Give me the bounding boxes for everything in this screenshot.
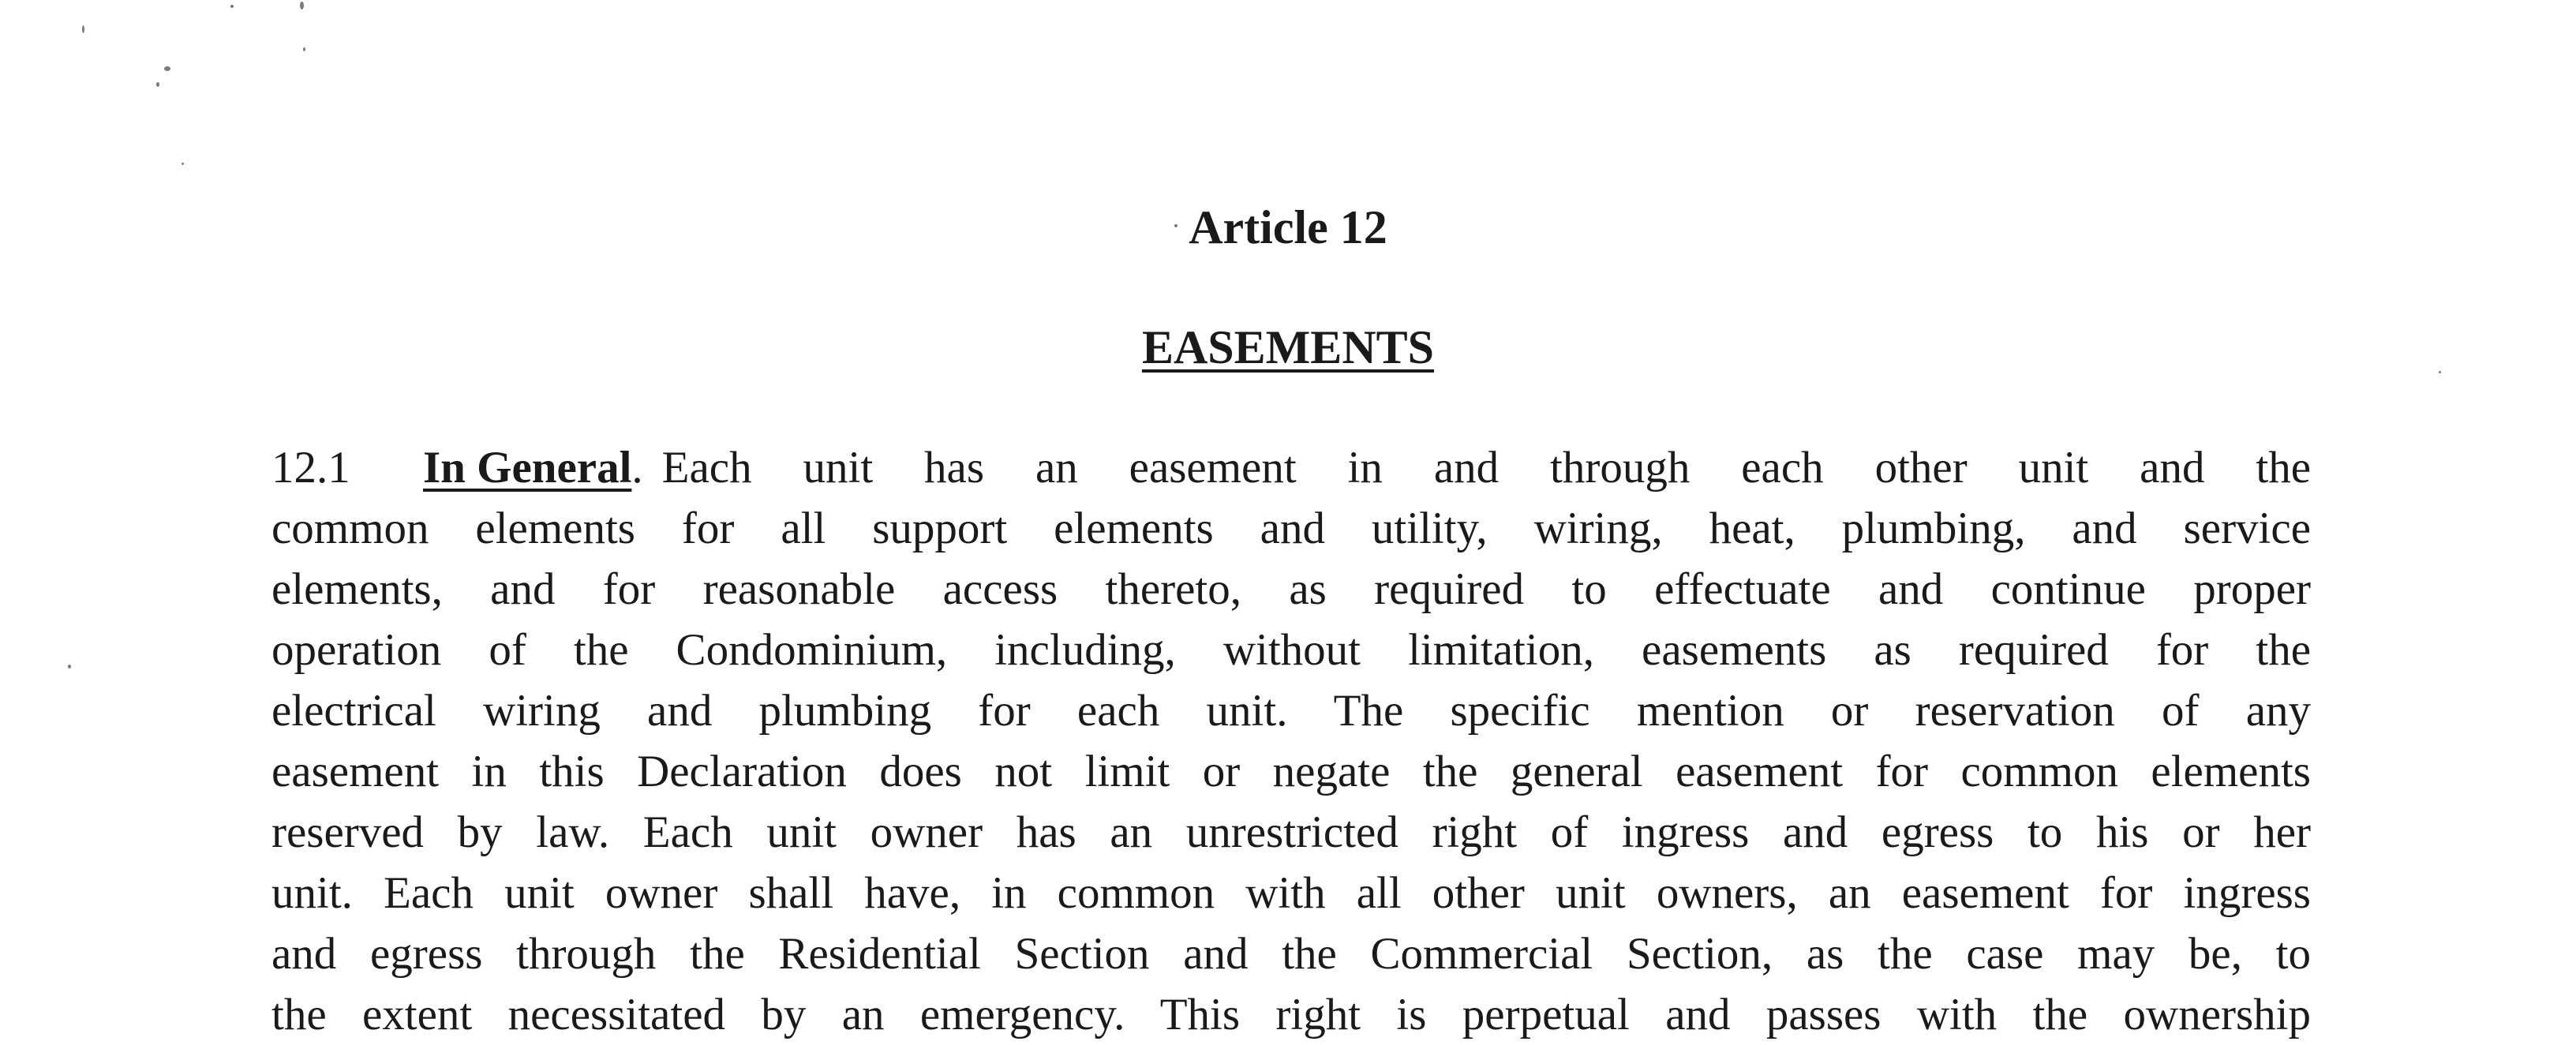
section-heading <box>0 319 2576 376</box>
paragraph-line-10: the extent necessitated by an emergency. This right is perpetual and passes with the ownership <box>271 990 2311 1039</box>
paragraph-subheading: In General <box>423 443 632 493</box>
section-number: 12.1 <box>271 443 350 493</box>
scan-speck <box>156 82 159 87</box>
paragraph-line-8: unit. Each unit owner shall have, in common with all other unit owners, an easement for ingress <box>271 868 2311 918</box>
scan-speck <box>303 47 305 51</box>
scan-speck <box>182 163 184 165</box>
article-heading: Article 12 <box>1189 201 1387 253</box>
scan-speck <box>164 66 170 71</box>
scan-speck <box>68 665 71 669</box>
scan-speck <box>82 25 84 33</box>
section-heading-text: EASEMENTS <box>1141 321 1435 373</box>
paragraph-line-7: reserved by law. Each unit owner has an unrestricted right of ingress and egress to his or her <box>271 807 2311 857</box>
paragraph-subheading-period: . <box>631 443 643 493</box>
line-text: Each unit has an easement in and through each other unit and the <box>661 443 2311 493</box>
paragraph-line-2: common elements for all support elements and utility, wiring, heat, plumbing, and service <box>271 504 2311 553</box>
paragraph-line-4: operation of the Condominium, including, without limitation, easements as required for the <box>271 625 2311 675</box>
paragraph-12-1 <box>271 437 2311 1045</box>
scan-speck <box>300 2 304 9</box>
paragraph-line-3: elements, and for reasonable access thereto, as required to effectuate and continue proper <box>271 564 2311 614</box>
paragraph-line-5: electrical wiring and plumbing for each unit. The specific mention or reservation of any <box>271 686 2311 736</box>
paragraph-lead <box>271 437 643 498</box>
paragraph-line-6: easement in this Declaration does not limit or negate the general easement for common elements <box>271 747 2311 796</box>
paragraph-line-9: and egress through the Residential Section and the Commercial Section, as the case may be, to <box>271 929 2311 979</box>
paragraph-line-1 <box>271 437 2311 498</box>
paragraph-line-1-content <box>271 437 2311 498</box>
scan-speck <box>230 5 234 8</box>
